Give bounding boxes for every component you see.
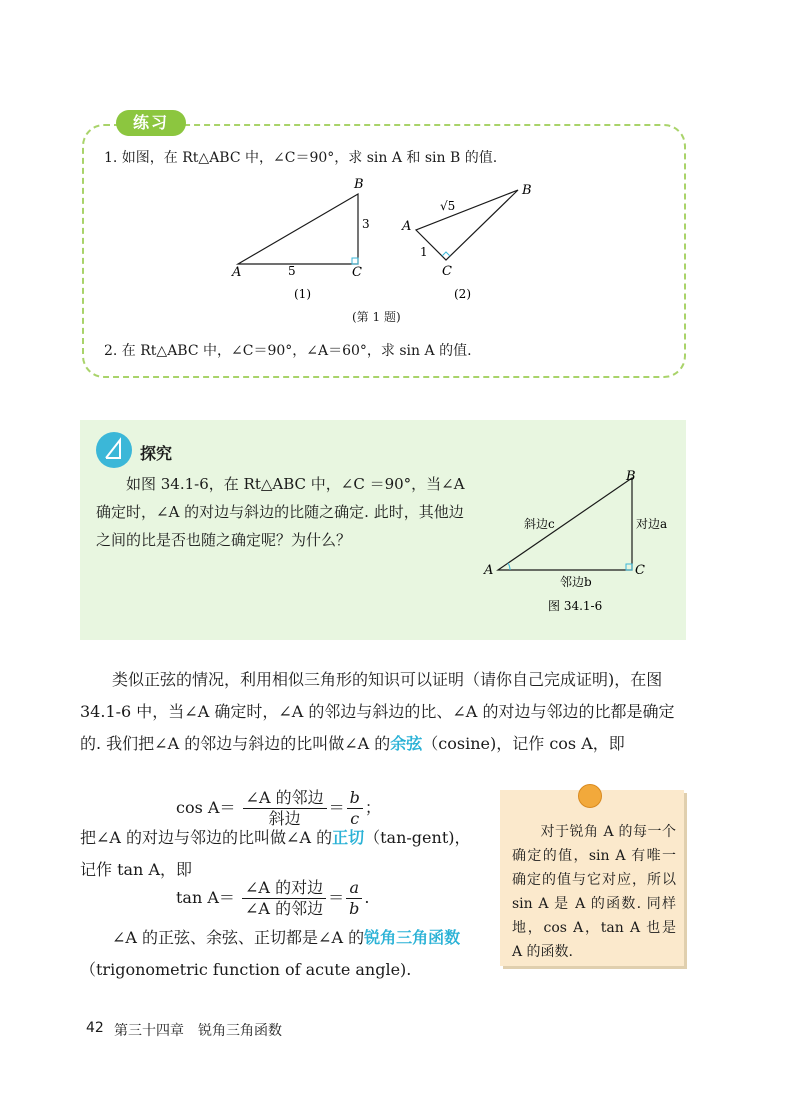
explore-figure — [480, 468, 680, 618]
p1-text-before: 类似正弦的情况，利用相似三角形的知识可以证明（请你自己完成证明)，在图 34.1-6 中，当∠A 确定时，∠A 的邻边与斜边的比、∠A 的对边与邻边的比都是确定的. 我们把∠A 的邻边与斜边的比叫做∠A 的 — [80, 670, 675, 753]
fig1-label-c: C — [352, 265, 362, 280]
term-tangent: 正切 — [332, 828, 365, 847]
fig1-label-b: B — [354, 177, 364, 192]
right-angle-mark-3 — [626, 564, 632, 570]
practice-tab: 练习 — [116, 110, 186, 136]
tan-lhs: tan A＝ — [176, 888, 235, 907]
tan-fraction-2 — [346, 878, 362, 919]
figure-caption-q1: (第 1 题) — [352, 310, 401, 324]
explore-triangle — [498, 478, 632, 570]
tan-numerator: ∠A 的对边 — [242, 878, 326, 899]
triangle-1 — [238, 194, 358, 264]
explore-label-opp: 对边a — [636, 517, 668, 531]
explore-label-c: C — [635, 563, 645, 578]
explore-icon — [96, 432, 132, 468]
cos-denominator-2: c — [350, 809, 360, 828]
explore-figure-caption: 图 34.1-6 — [548, 599, 603, 613]
pin-icon — [578, 784, 602, 808]
body-paragraph-2 — [80, 822, 478, 886]
side-note-paragraph: 对于锐角 A 的每一个确定的值，sin A 有唯一确定的值与它对应，所以 sin A 是 A 的函数. 同样地，cos A，tan A 也是 A 的函数. — [512, 824, 676, 960]
fig2-caption: (2) — [454, 287, 471, 301]
p2-text-before: 把∠A 的对边与邻边的比叫做∠A 的 — [80, 828, 333, 847]
right-angle-mark-2 — [442, 252, 450, 256]
tan-end: . — [364, 888, 370, 907]
term-trig-function: 锐角三角函数 — [364, 928, 461, 947]
tan-fraction-1 — [242, 878, 326, 919]
tan-denominator-2: b — [349, 899, 360, 918]
p2-text-after: （tan-gent)，记作 tan A，即 — [80, 828, 471, 879]
term-cosine: 余弦 — [390, 734, 423, 753]
cos-equals: ＝ — [328, 798, 345, 817]
chapter-title: 第三十四章 锐角三角函数 — [114, 1023, 282, 1039]
angle-arc — [508, 563, 510, 570]
fig2-label-b: B — [522, 183, 532, 198]
cos-lhs: cos A＝ — [176, 798, 236, 817]
cos-end: ； — [364, 798, 381, 817]
explore-paragraph: 如图 34.1-6，在 Rt△ABC 中，∠C ＝90°，当∠A 确定时，∠A 的对边与斜边的比随之确定. 此时，其他边之间的比是否也随之确定呢？为什么？ — [96, 475, 465, 549]
triangle-2 — [416, 190, 518, 260]
tan-formula — [176, 878, 369, 919]
p1-text-after: （cosine)，记作 cos A，即 — [422, 734, 625, 753]
tan-numerator-2: a — [346, 878, 362, 899]
fig2-side-ab: √5 — [440, 199, 456, 213]
fig2-side-ac: 1 — [420, 245, 428, 259]
explore-label-a: A — [484, 563, 494, 578]
fig2-label-c: C — [442, 264, 452, 279]
practice-question-2: 2. 在 Rt△ABC 中，∠C＝90°，∠A＝60°，求 sin A 的值. — [104, 343, 472, 359]
explore-title: 探究 — [140, 444, 173, 463]
right-angle-mark-1 — [352, 258, 358, 264]
explore-label-adj: 邻边b — [560, 575, 592, 589]
explore-label-hyp: 斜边c — [524, 517, 555, 531]
fig2-label-a: A — [402, 219, 412, 234]
fig1-side-bc: 3 — [362, 217, 370, 231]
fig1-side-ac: 5 — [288, 264, 296, 278]
cos-numerator: ∠A 的邻边 — [243, 788, 327, 809]
practice-figures — [220, 176, 532, 306]
p3-text-after: （trigonometric function of acute angle). — [80, 960, 412, 979]
tan-denominator: ∠A 的邻边 — [245, 899, 324, 918]
side-note-text — [512, 820, 676, 964]
cos-numerator-2: b — [347, 788, 363, 809]
explore-label-b: B — [626, 469, 636, 484]
fig1-label-a: A — [232, 265, 242, 280]
explore-text — [96, 470, 476, 554]
fig1-caption: (1) — [294, 287, 311, 301]
cos-denominator: 斜边 — [268, 809, 301, 828]
body-paragraph-1 — [80, 664, 688, 760]
page-number: 42 — [86, 1020, 104, 1036]
practice-question-1: 1. 如图，在 Rt△ABC 中，∠C＝90°，求 sin A 和 sin B 的值. — [104, 150, 498, 166]
p3-text-before: ∠A 的正弦、余弦、正切都是∠A 的 — [112, 928, 365, 947]
body-paragraph-3 — [80, 922, 478, 986]
tan-equals: ＝ — [328, 888, 345, 907]
